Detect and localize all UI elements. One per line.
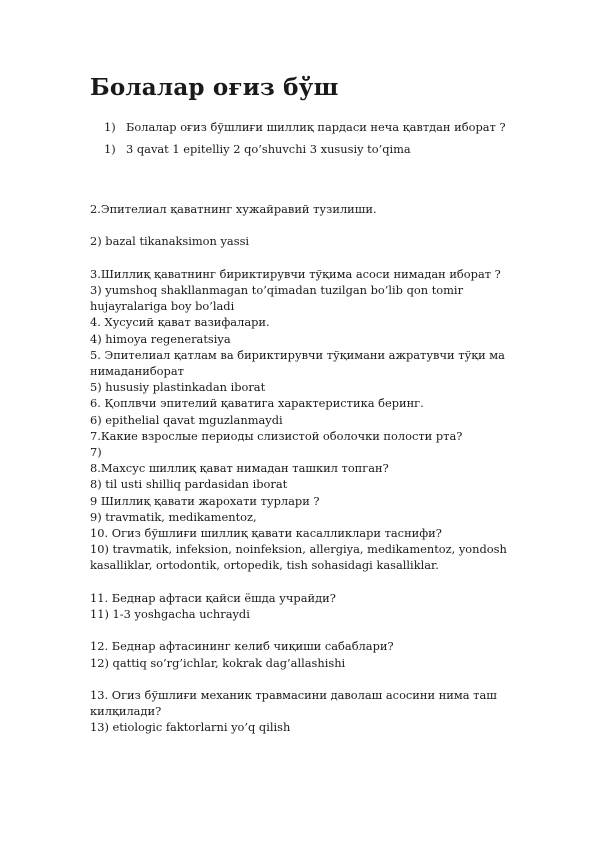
list-number: 1): [104, 120, 116, 134]
body-line: 11) 1-3 yoshgacha uchraydi: [90, 607, 250, 622]
body-line: 10) travmatik, infeksion, noinfeksion, allergiya, medikamentoz, yondosh kasalliklar, ortodontik, ortopedik, tish sohasidagi kasalliklar.: [90, 542, 507, 573]
body-line: 7): [90, 445, 102, 460]
body-line: 4. Хусусий қават вазифалари.: [90, 315, 270, 330]
body-line: 8) til usti shilliq pardasidan iborat: [90, 477, 288, 492]
paragraph-gap: [90, 671, 514, 687]
paragraph-gap: [90, 250, 514, 266]
body-line: 2) bazal tikanaksimon yassi: [90, 234, 250, 249]
body-line: 10. Огиз бўшлиғи шиллиқ қавати касалликлари таснифи?: [90, 526, 442, 541]
body-line: 9) travmatik, medikamentoz,: [90, 509, 257, 524]
body-line: 6) epithelial qavat mguzlanmaydi: [90, 412, 283, 427]
document-body: [90, 201, 514, 736]
body-line: 13. Огиз бўшлиғи механик травмасини даволаш асосини нима таш килқилади?: [90, 688, 497, 719]
body-line: 8.Махсус шиллиқ қават нимадан ташкил топган?: [90, 461, 389, 476]
body-line: 4) himoya regeneratsiya: [90, 331, 231, 346]
body-line: 13) etiologic faktorlarni yo’q qilish: [90, 720, 291, 735]
list-text: Болалар оғиз бўшлиғи шиллиқ пардаси неча қавтдан иборат ?: [126, 120, 506, 134]
intro-numbered-list: [90, 120, 510, 163]
list-item: [90, 120, 510, 136]
body-line: 3) yumshoq shakllanmagan to’qimadan tuzilgan bo’lib qon tomir hujayralariga boy bo’ladi: [90, 282, 464, 314]
body-line: 7.Какие взрослые периоды слизистой оболочки полости рта?: [90, 428, 463, 443]
body-line: 5. Эпителиал қатлам ва бириктирувчи тўқимани ажратувчи тўқи ма нимаданиборат: [90, 347, 505, 378]
body-line: 12. Беднар афтасининг келиб чиқиши сабаблари?: [90, 639, 394, 654]
body-line: 11. Беднар афтаси қайси ёшда учрайди?: [90, 590, 336, 605]
page-title: Болалар оғиз бўш: [90, 74, 339, 101]
body-line: 6. Қоплвчи эпителий қаватига характеристика беринг.: [90, 396, 424, 411]
body-line: 9 Шиллиқ қавати жарохати турлари ?: [90, 493, 320, 508]
body-line: 12) qattiq so’rg’ichlar, kokrak dag’allashishi: [90, 655, 346, 670]
body-line: 2.Эпителиал қаватнинг хужайравий тузилиши.: [90, 202, 377, 216]
list-text: 3 qavat 1 epitelliy 2 qo’shuvchi 3 xususiy to’qima: [126, 141, 411, 156]
paragraph-gap: [90, 217, 514, 233]
list-number: 1): [104, 141, 116, 156]
paragraph-gap: [90, 622, 514, 638]
paragraph-gap: [90, 574, 514, 590]
body-line: 3.Шиллиқ қаватнинг бириктирувчи тўқима асоси нимадан иборат ?: [90, 266, 501, 281]
body-line: 5) hususiy plastinkadan iborat: [90, 380, 266, 395]
list-item: [90, 142, 510, 158]
